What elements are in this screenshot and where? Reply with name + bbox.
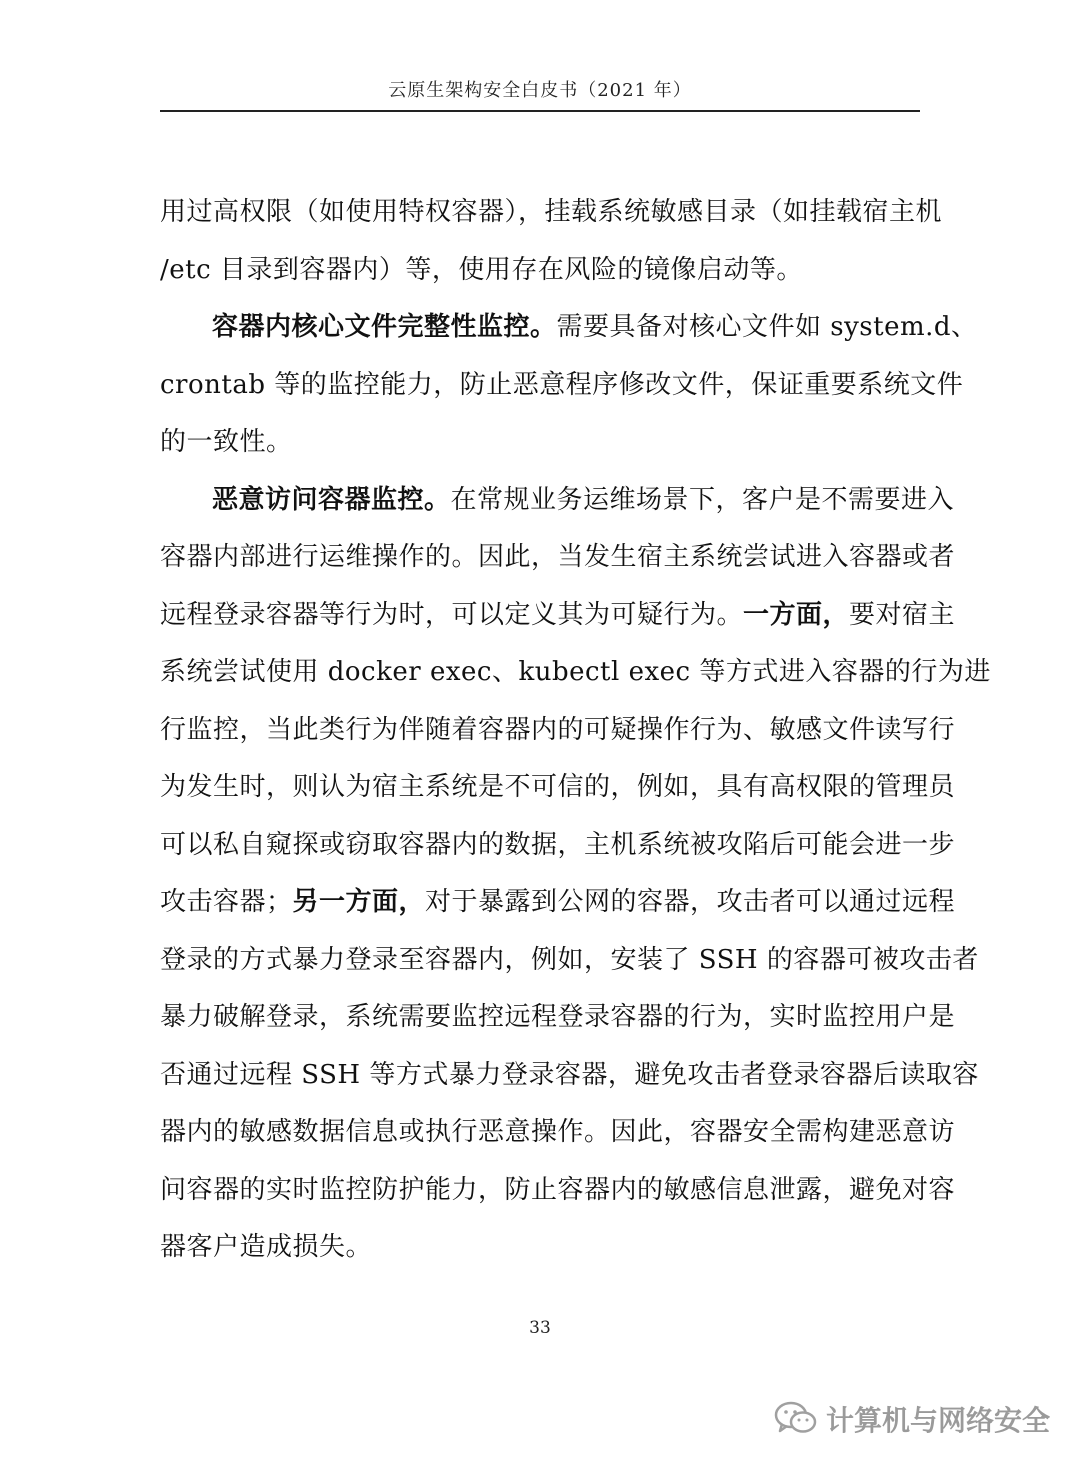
body-text-segment: 用过高权限（如使用特权容器），挂载系统敏感目录（如挂载宿主机 [160, 197, 943, 227]
body-text-segment: 为发生时，则认为宿主系统是不可信的，例如，具有高权限的管理员 [160, 772, 956, 802]
body-text-segment: 的一致性。 [160, 427, 293, 457]
text-line [160, 303, 978, 361]
body-text-segment: 暴力破解登录，系统需要监控远程登录容器的行为，实时监控用户是 [160, 1002, 956, 1032]
bold-heading-text: 一方面， [743, 599, 850, 630]
text-line [160, 533, 956, 591]
body-text-segment: /etc 目录到容器内）等，使用存在风险的镜像启动等。 [160, 254, 803, 285]
body-text-segment: 器内的敏感数据信息或执行恶意操作。因此，容器安全需构建恶意访 [160, 1117, 956, 1147]
text-line [160, 821, 956, 879]
watermark [774, 1399, 1050, 1439]
bold-heading-text: 容器内核心文件完整性监控。 [212, 312, 557, 342]
text-line [160, 246, 920, 304]
text-line [160, 648, 991, 706]
text-line [160, 188, 943, 246]
body-text [160, 188, 991, 1281]
bold-heading-text: 恶意访问容器监控。 [212, 484, 451, 515]
text-line [160, 1051, 979, 1109]
body-text-segment: 远程登录容器等行为时，可以定义其为可疑行为。 [160, 599, 744, 630]
body-text-segment: 攻击容器； [160, 887, 293, 917]
text-line [160, 418, 920, 476]
body-text-segment: 需要具备对核心文件如 system.d、 [556, 312, 978, 342]
body-text-segment: 容器内部进行运维操作的。因此，当发生宿主系统尝试进入容器或者 [160, 542, 956, 572]
text-line [160, 878, 956, 936]
body-text-segment: 系统尝试使用 docker exec、kubectl exec 等方式进入容器的行为进 [160, 657, 991, 687]
body-text-segment: 对于暴露到公网的容器，攻击者可以通过远程 [425, 887, 956, 917]
bold-heading-text: 另一方面， [292, 887, 426, 917]
body-text-segment: 要对宿主 [849, 599, 956, 630]
body-text-segment: 可以私自窥探或窃取容器内的数据，主机系统被攻陷后可能会进一步 [160, 829, 956, 860]
text-line [160, 1166, 956, 1224]
page-number: 33 [529, 1318, 551, 1338]
text-line [160, 706, 956, 764]
body-text-segment: 否通过远程 SSH 等方式暴力登录容器，避免攻击者登录容器后读取容 [160, 1059, 979, 1090]
text-line [160, 993, 956, 1051]
text-line [160, 361, 964, 419]
text-line [160, 936, 979, 994]
body-text-segment: 问容器的实时监控防护能力，防止容器内的敏感信息泄露，避免对容 [160, 1174, 956, 1205]
text-line [160, 763, 956, 821]
watermark-text: 计算机与网络安全 [825, 1404, 1050, 1437]
body-text-segment: crontab 等的监控能力，防止恶意程序修改文件，保证重要系统文件 [160, 369, 964, 400]
text-line [160, 1108, 956, 1166]
wechat-icon [774, 1401, 818, 1437]
body-text-segment: 登录的方式暴力登录至容器内，例如，安装了 SSH 的容器可被攻击者 [160, 944, 979, 975]
body-text-segment: 器客户造成损失。 [160, 1232, 373, 1262]
header-rule [160, 110, 920, 112]
body-text-segment: 在常规业务运维场景下，客户是不需要进入 [450, 484, 955, 515]
text-line [160, 591, 956, 649]
body-text-segment: 行监控，当此类行为伴随着容器内的可疑操作行为、敏感文件读写行 [160, 714, 956, 745]
text-line [160, 1223, 920, 1281]
text-line [160, 476, 955, 534]
page-header-title: 云原生架构安全白皮书（2021 年） [388, 80, 692, 101]
